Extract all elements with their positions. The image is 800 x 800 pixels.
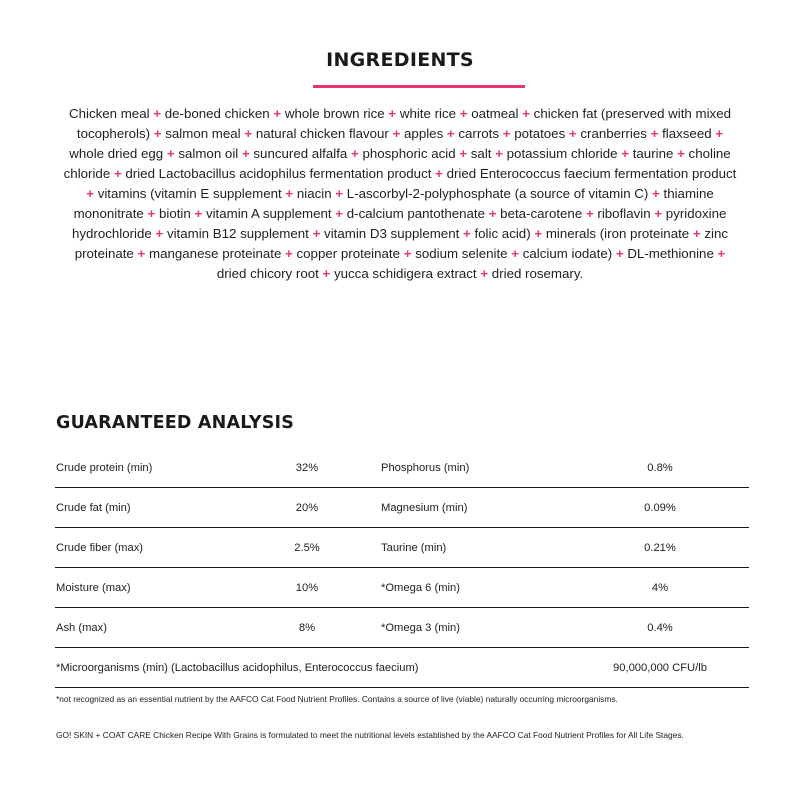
ingredient-item: de-boned chicken: [164, 106, 270, 121]
ingredient-item: vitamins (vitamin E supplement: [97, 186, 282, 201]
plus-separator: +: [463, 226, 471, 241]
ingredient-item: whole dried egg: [69, 146, 164, 161]
ingredient-item: vitamin D3 supplement: [324, 226, 460, 241]
nutrient-value: 0.8%: [647, 462, 673, 474]
ingredient-item: choline chloride: [63, 146, 731, 181]
plus-separator: +: [335, 186, 344, 201]
plus-separator: +: [715, 126, 724, 141]
plus-separator: +: [166, 146, 175, 161]
ingredient-item: Chicken meal: [69, 106, 150, 121]
plus-separator: +: [86, 186, 94, 201]
plus-separator: +: [322, 266, 331, 281]
ingredient-item: riboflavin: [597, 206, 651, 221]
plus-separator: +: [403, 246, 412, 261]
ingredient-item: dried chicory root: [216, 266, 319, 281]
plus-separator: +: [155, 226, 164, 241]
nutrient-label: Ash (max): [56, 622, 107, 634]
plus-separator: +: [677, 146, 685, 161]
nutrient-value: 90,000,000 CFU/lb: [613, 662, 707, 674]
footnote: *not recognized as an essential nutrient by the AAFCO Cat Food Nutrient Profiles. Contains a source of live (viable) naturally occurring microorganisms.: [56, 694, 618, 704]
plus-separator: +: [137, 246, 146, 261]
plus-separator: +: [488, 206, 497, 221]
nutrient-label: Moisture (max): [56, 582, 131, 594]
ingredient-item: thiamine mononitrate: [73, 186, 714, 221]
ingredient-item: folic acid): [474, 226, 531, 241]
plus-separator: +: [459, 106, 468, 121]
ingredient-item: salt: [470, 146, 492, 161]
plus-separator: +: [388, 106, 397, 121]
plus-separator: +: [502, 126, 511, 141]
table-row: [55, 568, 749, 608]
nutrient-value: 20%: [295, 502, 319, 514]
ingredient-item: white rice: [399, 106, 457, 121]
ingredient-item: manganese proteinate: [149, 246, 282, 261]
ingredient-item: vitamin A supplement: [205, 206, 332, 221]
nutrient-label: Crude fat (min): [56, 502, 131, 514]
plus-separator: +: [621, 146, 629, 161]
ingredient-item: DL-methionine: [627, 246, 714, 261]
plus-separator: +: [495, 146, 503, 161]
ingredient-item: pyridoxine hydrochloride: [71, 206, 727, 241]
ingredients-list: [60, 104, 740, 284]
nutrient-label: Phosphorus (min): [381, 462, 470, 474]
ingredient-item: dried Lactobacillus acidophilus fermentation product: [125, 166, 432, 181]
nutrient-value: 8%: [298, 622, 316, 634]
table-row-microorganisms: [55, 648, 749, 688]
nutrient-value: 4%: [651, 582, 669, 594]
ingredient-item: dried Enterococcus faecium fermentation product: [446, 166, 737, 181]
plus-separator: +: [522, 106, 530, 121]
formulation-statement: GO! SKIN + COAT CARE Chicken Recipe With Grains is formulated to meet the nutritional levels established by the AAFCO Cat Food Nutrient Profiles for All Life Stages.: [56, 730, 684, 740]
ingredient-item: flaxseed: [662, 126, 712, 141]
ingredient-item: zinc proteinate: [74, 226, 729, 261]
table-row: [55, 448, 749, 488]
title-underline: [313, 85, 525, 88]
analysis-table: [55, 448, 749, 688]
plus-separator: +: [585, 206, 594, 221]
plus-separator: +: [285, 246, 293, 261]
plus-separator: +: [615, 246, 624, 261]
nutrient-label: *Omega 6 (min): [381, 582, 460, 594]
nutrient-value: 0.21%: [644, 542, 676, 554]
table-row: [55, 488, 749, 528]
table-row: [55, 528, 749, 568]
plus-separator: +: [654, 206, 663, 221]
ingredients-title: INGREDIENTS: [326, 49, 474, 71]
ingredient-item: L-ascorbyl-2-polyphosphate (a source of vitamin C): [346, 186, 649, 201]
guaranteed-analysis-title: GUARANTEED ANALYSIS: [56, 413, 295, 433]
nutrient-label: Crude protein (min): [56, 462, 153, 474]
nutrient-label: Taurine (min): [381, 542, 447, 554]
plus-separator: +: [459, 146, 468, 161]
plus-separator: +: [446, 126, 455, 141]
ingredient-item: d-calcium pantothenate: [346, 206, 485, 221]
plus-separator: +: [392, 126, 401, 141]
nutrient-label: *Microorganisms (min) (Lactobacillus acidophilus, Enterococcus faecium): [56, 662, 419, 674]
ingredient-item: dried rosemary.: [491, 266, 584, 281]
nutrient-value: 2.5%: [294, 542, 320, 554]
ingredient-item: vitamin B12 supplement: [166, 226, 309, 241]
ingredient-item: carrots: [458, 126, 500, 141]
ingredient-item: apples: [404, 126, 444, 141]
plus-separator: +: [113, 166, 122, 181]
plus-separator: +: [692, 226, 701, 241]
plus-separator: +: [241, 146, 250, 161]
ingredient-item: potatoes: [514, 126, 566, 141]
ingredient-item: calcium iodate): [522, 246, 613, 261]
ingredient-item: sodium selenite: [415, 246, 508, 261]
plus-separator: +: [652, 186, 660, 201]
plus-separator: +: [335, 206, 344, 221]
plus-separator: +: [312, 226, 321, 241]
ingredient-item: minerals (iron proteinate: [545, 226, 690, 241]
plus-separator: +: [480, 266, 489, 281]
nutrient-label: Crude fiber (max): [56, 542, 144, 554]
nutrient-label: Magnesium (min): [381, 502, 468, 514]
nutrient-value: 32%: [295, 462, 319, 474]
ingredient-item: natural chicken flavour: [255, 126, 389, 141]
ingredient-item: copper proteinate: [296, 246, 401, 261]
plus-separator: +: [153, 106, 162, 121]
plus-separator: +: [568, 126, 577, 141]
table-row: [55, 608, 749, 648]
plus-separator: +: [351, 146, 359, 161]
plus-separator: +: [194, 206, 203, 221]
ingredient-item: beta-carotene: [500, 206, 583, 221]
ingredient-item: taurine: [632, 146, 674, 161]
plus-separator: +: [717, 246, 726, 261]
ingredient-item: suncured alfalfa: [253, 146, 348, 161]
ingredient-item: whole brown rice: [284, 106, 385, 121]
ingredient-item: chicken fat (preserved with mixed tocopherols): [76, 106, 731, 141]
plus-separator: +: [147, 206, 156, 221]
ingredient-item: cranberries: [580, 126, 647, 141]
plus-separator: +: [153, 126, 162, 141]
ingredient-item: yucca schidigera extract: [333, 266, 477, 281]
plus-separator: +: [534, 226, 543, 241]
plus-separator: +: [650, 126, 659, 141]
plus-separator: +: [273, 106, 282, 121]
nutrient-value: 0.09%: [644, 502, 676, 514]
plus-separator: +: [435, 166, 443, 181]
ingredient-item: salmon meal: [165, 126, 241, 141]
ingredient-item: potassium chloride: [506, 146, 618, 161]
ingredient-item: salmon oil: [178, 146, 239, 161]
ingredient-item: niacin: [296, 186, 332, 201]
ingredient-item: oatmeal: [471, 106, 519, 121]
nutrient-value: 0.4%: [647, 622, 673, 634]
nutrient-value: 10%: [295, 582, 319, 594]
ingredient-item: biotin: [158, 206, 191, 221]
ingredient-item: phosphoric acid: [362, 146, 456, 161]
nutrient-label: *Omega 3 (min): [381, 622, 460, 634]
plus-separator: +: [285, 186, 294, 201]
plus-separator: +: [511, 246, 520, 261]
plus-separator: +: [244, 126, 253, 141]
